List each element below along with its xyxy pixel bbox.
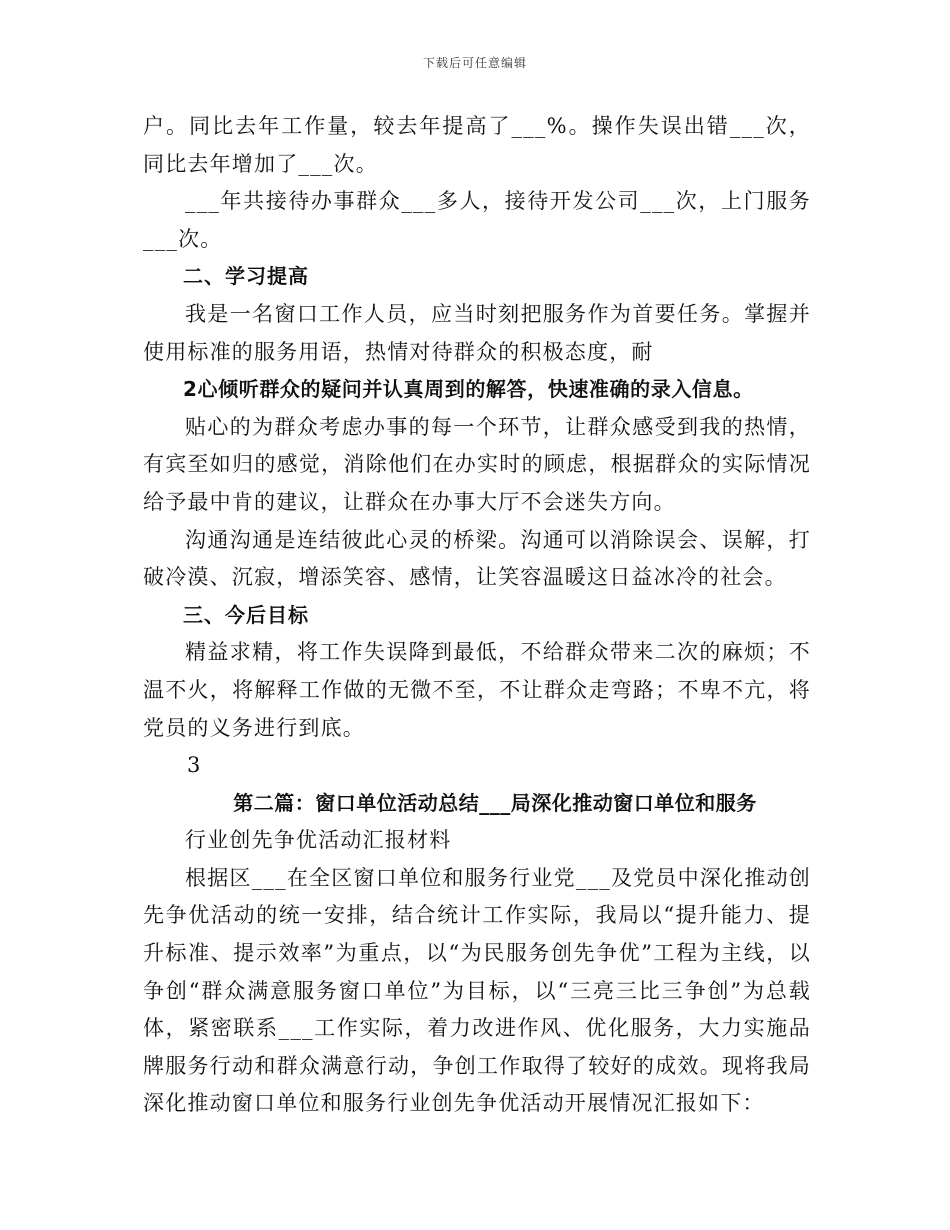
- section-heading-study: 二、学习提高: [183, 264, 309, 289]
- paragraph-reception-stats: ___年共接待办事群众___多人，接待开发公司___次，上门服务___次。: [143, 189, 811, 251]
- page-number: 3: [187, 753, 201, 778]
- chapter-title: 第二篇：窗口单位活动总结___局深化推动窗口单位和服务: [233, 790, 757, 815]
- paragraph-report-intro: 根据区___在全区窗口单位和服务行业党___及党员中深化推动创先争优活动的统一安排，结合统计工作实际，我局以“提升能力、提升标准、提示效率”为重点，以“为民服务创先争优”工程为主线，以争创“群众满意服务窗口单位”为目标，以“三亮三比三争创”为总载体，紧密联系___工作实际，着力改进作风、优化服务，大力实施品牌服务行动和群众满意行动，争创工作取得了较好的成效。现将我局深化推动窗口单位和服务行业创先争优活动开展情况汇报如下：: [143, 865, 811, 1116]
- document-body: [143, 108, 811, 1123]
- chapter-subtitle: 行业创先争优活动汇报材料: [185, 828, 452, 853]
- paragraph-goals: 精益求精，将工作失误降到最低，不给群众带来二次的麻烦；不温不火，将解释工作做的无微不至，不让群众走弯路；不卑不亢，将党员的义务进行到底。: [143, 640, 811, 740]
- paragraph-window-staff: 我是一名窗口工作人员，应当时刻把服务作为首要任务。掌握并使用标准的服务用语，热情对待群众的积极态度，耐: [143, 301, 811, 364]
- paragraph-communication: 沟通沟通是连结彼此心灵的桥梁。沟通可以消除误会、误解，打破冷漠、沉寂，增添笑容、感情，让笑容温暖这日益冰冷的社会。: [143, 527, 811, 590]
- paragraph-bold-listening: 2心倾听群众的疑问并认真周到的解答，快速准确的录入信息。: [183, 377, 754, 402]
- section-heading-goals: 三、今后目标: [183, 602, 309, 627]
- paragraph-considerate-service: 贴心的为群众考虑办事的每一个环节，让群众感受到我的热情，有宾至如归的感觉，消除他们在办实时的顾虑，根据群众的实际情况给予最中肯的建议，让群众在办事大厅不会迷失方向。: [143, 414, 811, 514]
- page-header: 下载后可任意编辑: [422, 56, 527, 70]
- paragraph-workload: 户。同比去年工作量，较去年提高了___%。操作失误出错___次，同比去年增加了___次。: [143, 114, 811, 176]
